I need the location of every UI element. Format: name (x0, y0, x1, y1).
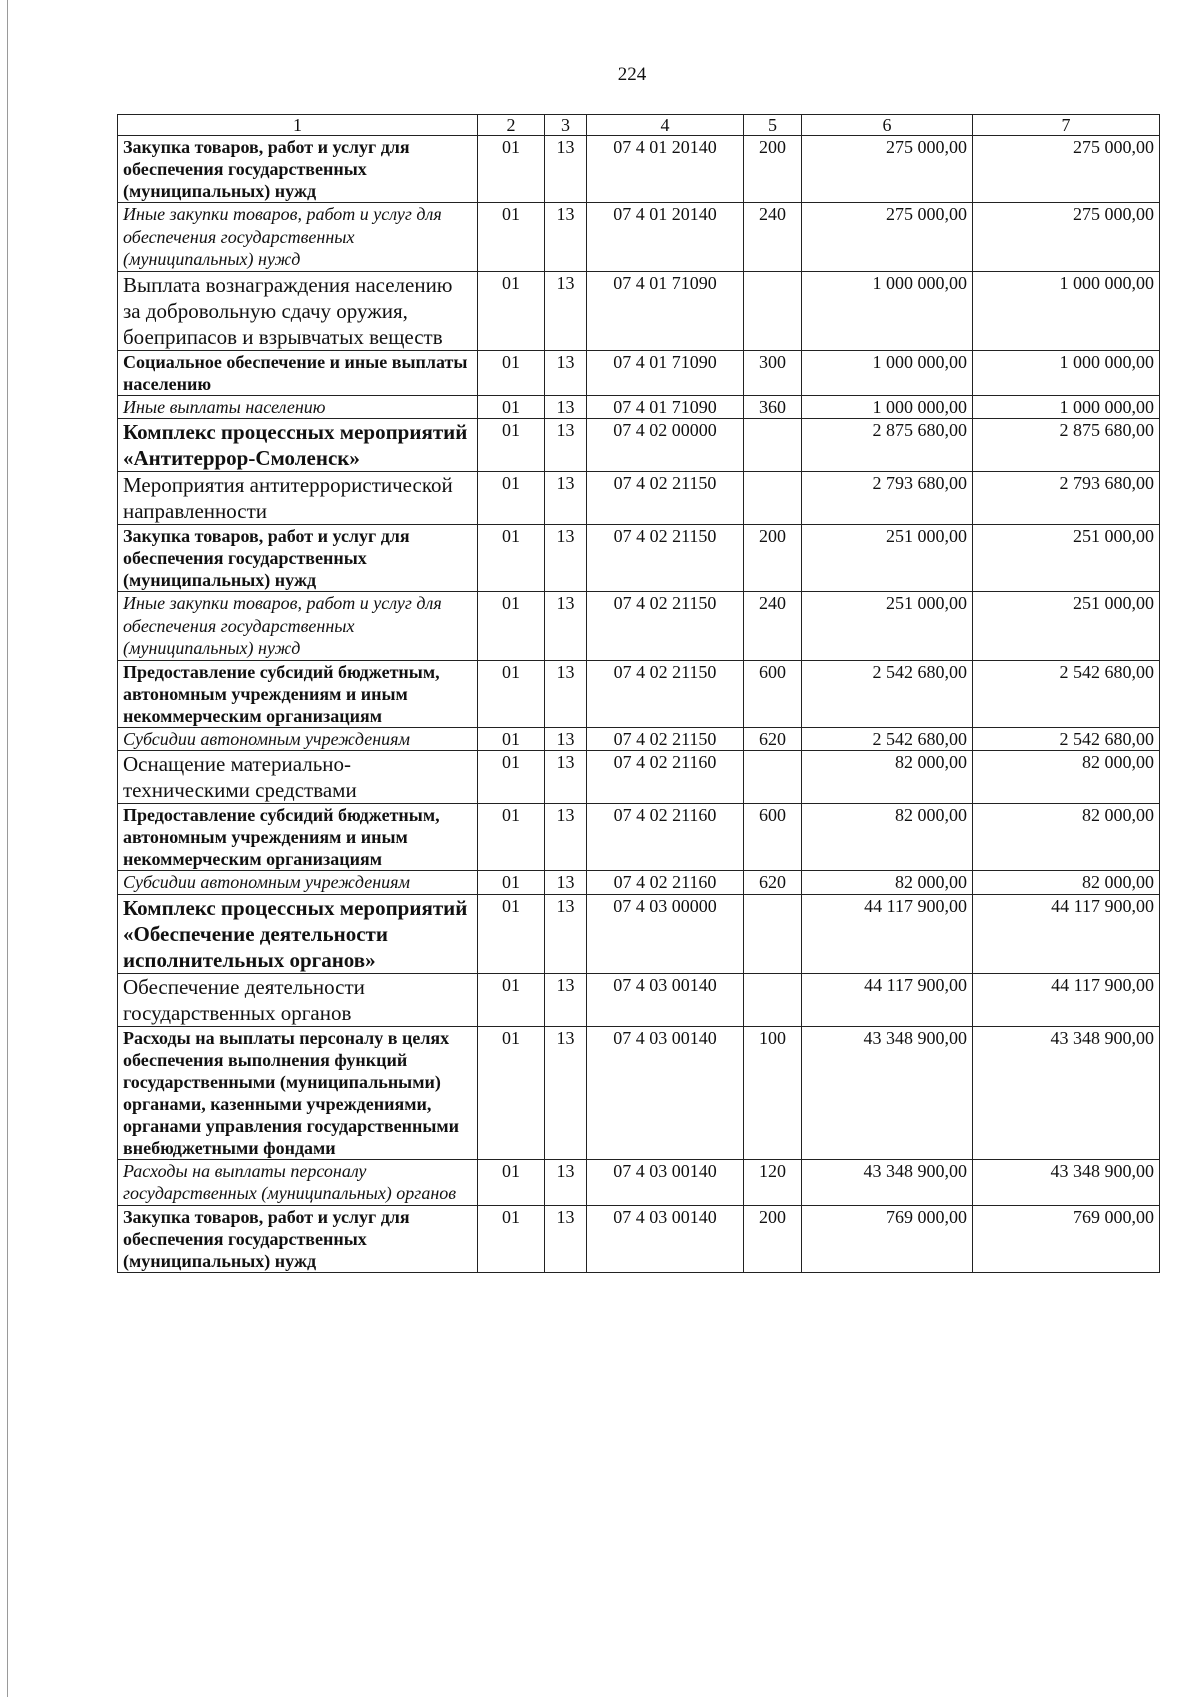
table-row (118, 751, 1160, 804)
amount-year2-cell: 251 000,00 (973, 525, 1160, 592)
amount-year2-cell: 769 000,00 (973, 1205, 1160, 1272)
amount-year2-cell: 2 875 680,00 (973, 419, 1160, 472)
expense-type-cell: 300 (744, 350, 802, 395)
section-code-cell: 01 (478, 395, 545, 419)
amount-year1-cell: 769 000,00 (802, 1205, 973, 1272)
section-code-cell: 01 (478, 727, 545, 751)
amount-year1-cell: 275 000,00 (802, 203, 973, 272)
amount-year1-cell: 82 000,00 (802, 871, 973, 895)
amount-year2-cell: 2 542 680,00 (973, 660, 1160, 727)
table-row (118, 592, 1160, 661)
table-row (118, 136, 1160, 203)
page-edge-line (7, 0, 8, 1697)
subsection-code-cell: 13 (545, 271, 587, 350)
table-row (118, 894, 1160, 973)
amount-year2-cell: 43 348 900,00 (973, 1159, 1160, 1205)
section-code-cell: 01 (478, 592, 545, 661)
table-row (118, 525, 1160, 592)
table-row (118, 395, 1160, 419)
subsection-code-cell: 13 (545, 203, 587, 272)
item-name-cell: Закупка товаров, работ и услуг для обеспечения государственных (муниципальных) нужд (118, 136, 478, 203)
item-name-cell: Комплекс процессных мероприятий «Антитеррор-Смоленск» (118, 419, 478, 472)
table-row (118, 660, 1160, 727)
amount-year2-cell: 44 117 900,00 (973, 894, 1160, 973)
subsection-code-cell: 13 (545, 525, 587, 592)
subsection-code-cell: 13 (545, 1026, 587, 1159)
expense-type-cell (744, 751, 802, 804)
amount-year1-cell: 1 000 000,00 (802, 395, 973, 419)
amount-year1-cell: 44 117 900,00 (802, 973, 973, 1026)
item-name-cell: Комплекс процессных мероприятий «Обеспечение деятельности исполнительных органов» (118, 894, 478, 973)
section-code-cell: 01 (478, 271, 545, 350)
item-name-cell: Расходы на выплаты персоналу государственных (муниципальных) органов (118, 1159, 478, 1205)
amount-year2-cell: 251 000,00 (973, 592, 1160, 661)
subsection-code-cell: 13 (545, 973, 587, 1026)
subsection-code-cell: 13 (545, 871, 587, 895)
amount-year1-cell: 2 542 680,00 (802, 660, 973, 727)
expense-type-cell: 120 (744, 1159, 802, 1205)
section-code-cell: 01 (478, 751, 545, 804)
amount-year1-cell: 1 000 000,00 (802, 271, 973, 350)
amount-year1-cell: 43 348 900,00 (802, 1026, 973, 1159)
section-code-cell: 01 (478, 1026, 545, 1159)
table-row (118, 1159, 1160, 1205)
subsection-code-cell: 13 (545, 751, 587, 804)
item-name-cell: Субсидии автономным учреждениям (118, 871, 478, 895)
item-name-cell: Предоставление субсидий бюджетным, автономным учреждениям и иным некоммерческим организациям (118, 804, 478, 871)
section-code-cell: 01 (478, 419, 545, 472)
target-article-cell: 07 4 03 00000 (587, 894, 744, 973)
column-header: 3 (545, 115, 587, 136)
target-article-cell: 07 4 03 00140 (587, 1159, 744, 1205)
amount-year1-cell: 1 000 000,00 (802, 350, 973, 395)
section-code-cell: 01 (478, 973, 545, 1026)
expense-type-cell: 200 (744, 1205, 802, 1272)
amount-year2-cell: 1 000 000,00 (973, 350, 1160, 395)
section-code-cell: 01 (478, 804, 545, 871)
table-row (118, 727, 1160, 751)
table-row (118, 1026, 1160, 1159)
target-article-cell: 07 4 01 71090 (587, 271, 744, 350)
section-code-cell: 01 (478, 660, 545, 727)
table-row (118, 350, 1160, 395)
subsection-code-cell: 13 (545, 136, 587, 203)
amount-year2-cell: 2 542 680,00 (973, 727, 1160, 751)
item-name-cell: Расходы на выплаты персоналу в целях обеспечения выполнения функций государственными (муниципальными) органами, казенными учреждениями, органами управления государственными внебюджетными фондами (118, 1026, 478, 1159)
target-article-cell: 07 4 02 21160 (587, 751, 744, 804)
target-article-cell: 07 4 02 21150 (587, 727, 744, 751)
item-name-cell: Субсидии автономным учреждениям (118, 727, 478, 751)
table-row (118, 203, 1160, 272)
amount-year1-cell: 82 000,00 (802, 751, 973, 804)
subsection-code-cell: 13 (545, 1205, 587, 1272)
target-article-cell: 07 4 02 21150 (587, 472, 744, 525)
subsection-code-cell: 13 (545, 894, 587, 973)
target-article-cell: 07 4 01 71090 (587, 395, 744, 419)
section-code-cell: 01 (478, 136, 545, 203)
target-article-cell: 07 4 02 21160 (587, 871, 744, 895)
expense-type-cell (744, 472, 802, 525)
target-article-cell: 07 4 01 71090 (587, 350, 744, 395)
expense-type-cell (744, 973, 802, 1026)
item-name-cell: Иные закупки товаров, работ и услуг для обеспечения государственных (муниципальных) нужд (118, 592, 478, 661)
expense-type-cell: 600 (744, 660, 802, 727)
expense-type-cell: 200 (744, 136, 802, 203)
target-article-cell: 07 4 03 00140 (587, 1026, 744, 1159)
target-article-cell: 07 4 02 21150 (587, 660, 744, 727)
expense-type-cell: 620 (744, 871, 802, 895)
page-number: 224 (617, 64, 647, 85)
target-article-cell: 07 4 02 21160 (587, 804, 744, 871)
expense-type-cell: 200 (744, 525, 802, 592)
table-row (118, 472, 1160, 525)
expense-type-cell: 100 (744, 1026, 802, 1159)
amount-year2-cell: 44 117 900,00 (973, 973, 1160, 1026)
subsection-code-cell: 13 (545, 592, 587, 661)
section-code-cell: 01 (478, 871, 545, 895)
subsection-code-cell: 13 (545, 660, 587, 727)
expense-type-cell: 360 (744, 395, 802, 419)
amount-year2-cell: 43 348 900,00 (973, 1026, 1160, 1159)
subsection-code-cell: 13 (545, 804, 587, 871)
table-row (118, 973, 1160, 1026)
section-code-cell: 01 (478, 350, 545, 395)
column-header: 6 (802, 115, 973, 136)
item-name-cell: Иные выплаты населению (118, 395, 478, 419)
expense-type-cell: 600 (744, 804, 802, 871)
table-row (118, 1205, 1160, 1272)
target-article-cell: 07 4 02 00000 (587, 419, 744, 472)
subsection-code-cell: 13 (545, 350, 587, 395)
expense-type-cell: 240 (744, 203, 802, 272)
subsection-code-cell: 13 (545, 472, 587, 525)
item-name-cell: Закупка товаров, работ и услуг для обеспечения государственных (муниципальных) нужд (118, 525, 478, 592)
target-article-cell: 07 4 02 21150 (587, 592, 744, 661)
subsection-code-cell: 13 (545, 727, 587, 751)
amount-year1-cell: 2 875 680,00 (802, 419, 973, 472)
table-row (118, 419, 1160, 472)
amount-year1-cell: 44 117 900,00 (802, 894, 973, 973)
table-body (118, 136, 1160, 1273)
amount-year2-cell: 82 000,00 (973, 871, 1160, 895)
amount-year2-cell: 82 000,00 (973, 751, 1160, 804)
item-name-cell: Предоставление субсидий бюджетным, автономным учреждениям и иным некоммерческим организациям (118, 660, 478, 727)
amount-year1-cell: 2 793 680,00 (802, 472, 973, 525)
table-row (118, 871, 1160, 895)
amount-year1-cell: 43 348 900,00 (802, 1159, 973, 1205)
section-code-cell: 01 (478, 472, 545, 525)
section-code-cell: 01 (478, 1159, 545, 1205)
column-header: 1 (118, 115, 478, 136)
table-row (118, 804, 1160, 871)
section-code-cell: 01 (478, 525, 545, 592)
section-code-cell: 01 (478, 203, 545, 272)
column-header: 7 (973, 115, 1160, 136)
table-row (118, 271, 1160, 350)
subsection-code-cell: 13 (545, 419, 587, 472)
target-article-cell: 07 4 03 00140 (587, 973, 744, 1026)
item-name-cell: Обеспечение деятельности государственных органов (118, 973, 478, 1026)
amount-year1-cell: 275 000,00 (802, 136, 973, 203)
amount-year1-cell: 82 000,00 (802, 804, 973, 871)
amount-year2-cell: 2 793 680,00 (973, 472, 1160, 525)
amount-year2-cell: 1 000 000,00 (973, 395, 1160, 419)
expense-type-cell: 240 (744, 592, 802, 661)
expense-type-cell (744, 271, 802, 350)
item-name-cell: Выплата вознаграждения населению за добровольную сдачу оружия, боеприпасов и взрывчатых веществ (118, 271, 478, 350)
section-code-cell: 01 (478, 894, 545, 973)
amount-year2-cell: 275 000,00 (973, 136, 1160, 203)
expense-type-cell: 620 (744, 727, 802, 751)
target-article-cell: 07 4 03 00140 (587, 1205, 744, 1272)
amount-year2-cell: 275 000,00 (973, 203, 1160, 272)
table-header-row (118, 115, 1160, 136)
section-code-cell: 01 (478, 1205, 545, 1272)
amount-year2-cell: 82 000,00 (973, 804, 1160, 871)
column-header: 2 (478, 115, 545, 136)
amount-year2-cell: 1 000 000,00 (973, 271, 1160, 350)
subsection-code-cell: 13 (545, 395, 587, 419)
amount-year1-cell: 2 542 680,00 (802, 727, 973, 751)
subsection-code-cell: 13 (545, 1159, 587, 1205)
budget-table (117, 114, 1160, 1273)
column-header: 4 (587, 115, 744, 136)
item-name-cell: Иные закупки товаров, работ и услуг для обеспечения государственных (муниципальных) нужд (118, 203, 478, 272)
amount-year1-cell: 251 000,00 (802, 525, 973, 592)
expense-type-cell (744, 894, 802, 973)
item-name-cell: Мероприятия антитеррористической направленности (118, 472, 478, 525)
item-name-cell: Социальное обеспечение и иные выплаты населению (118, 350, 478, 395)
item-name-cell: Закупка товаров, работ и услуг для обеспечения государственных (муниципальных) нужд (118, 1205, 478, 1272)
target-article-cell: 07 4 01 20140 (587, 136, 744, 203)
target-article-cell: 07 4 02 21150 (587, 525, 744, 592)
column-header: 5 (744, 115, 802, 136)
item-name-cell: Оснащение материально-техническими средствами (118, 751, 478, 804)
target-article-cell: 07 4 01 20140 (587, 203, 744, 272)
expense-type-cell (744, 419, 802, 472)
amount-year1-cell: 251 000,00 (802, 592, 973, 661)
